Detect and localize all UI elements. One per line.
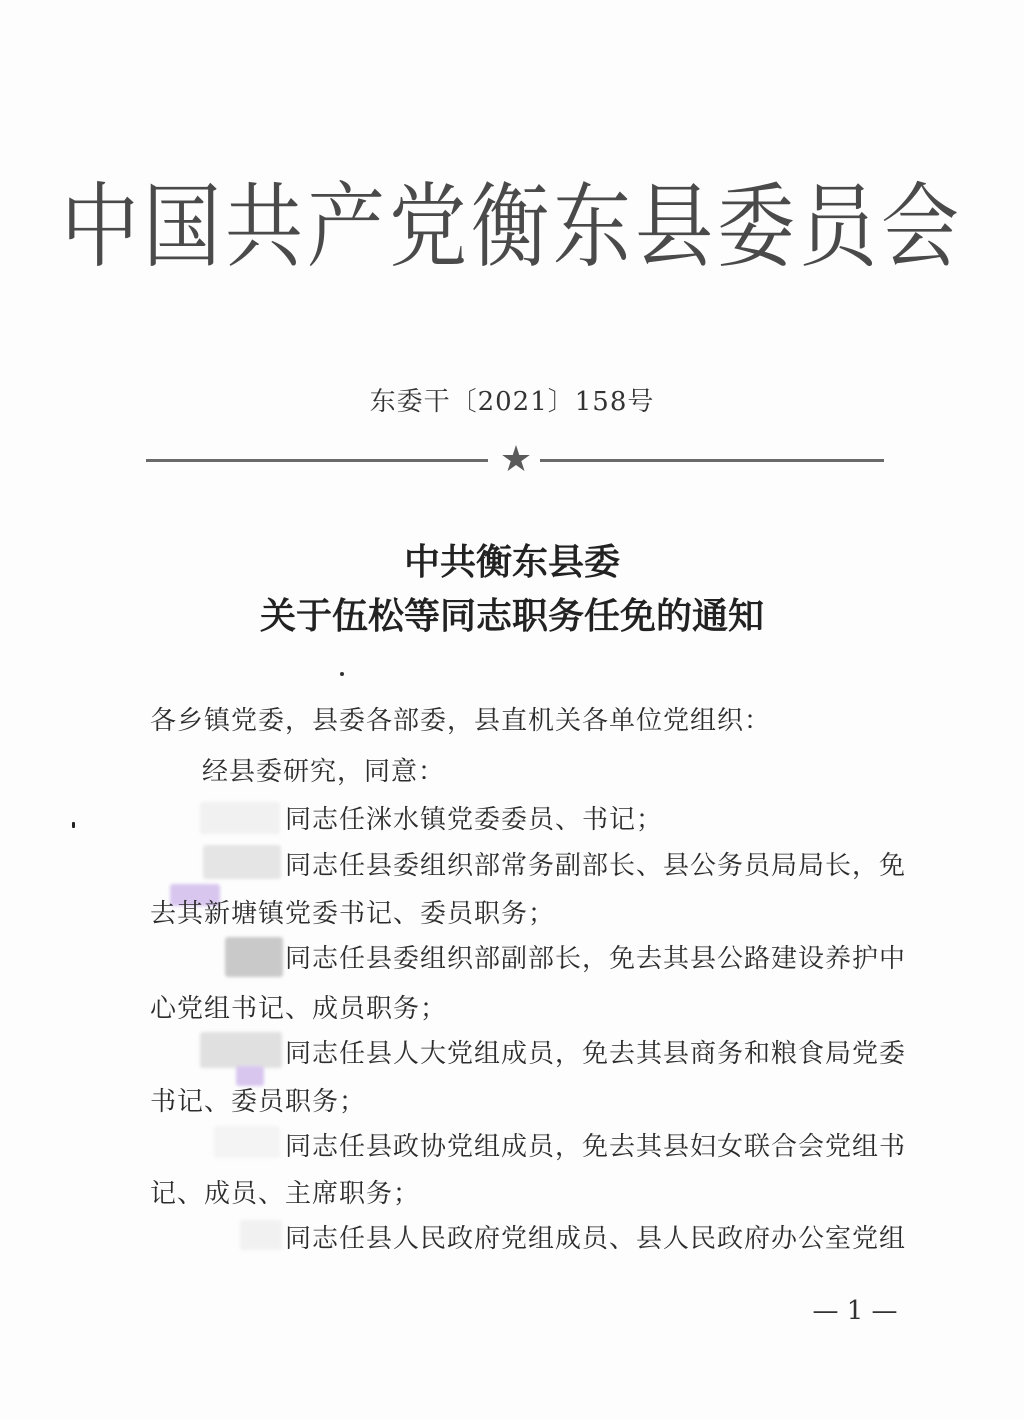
- redacted-name: [200, 1032, 282, 1068]
- appointment-item-2-line-1: 同志任县委组织部常务副部长、县公务员局局长，免: [285, 851, 907, 881]
- appointment-item-4-line-1: 同志任县人大党组成员，免去其县商务和粮食局党委: [285, 1039, 907, 1069]
- divider-left: [146, 459, 488, 462]
- redacted-name: [203, 845, 281, 879]
- notice-title-line-1: 中共衡东县委: [403, 541, 620, 583]
- organization-masthead: 中国共产党衡东县委员会: [60, 174, 963, 282]
- appointment-item-6-line-1: 同志任县人民政府党组成员、县人民政府办公室党组: [285, 1224, 907, 1254]
- star-icon: ★: [499, 439, 533, 480]
- salutation: 各乡镇党委，县委各部委，县直机关各单位党组织：: [150, 706, 772, 736]
- appointment-item-3-line-1: 同志任县委组织部副部长，免去其县公路建设养护中: [285, 944, 907, 974]
- stray-speck: [72, 822, 75, 828]
- redacted-name: [200, 802, 280, 834]
- redacted-name: [225, 937, 283, 977]
- redacted-name: [214, 1126, 280, 1158]
- appointment-item-4-line-2: 书记、委员职务；: [150, 1087, 367, 1117]
- appointment-item-5-line-2: 记、成员、主席职务；: [150, 1179, 421, 1209]
- appointment-item-2-line-2: 去其新塘镇党委书记、委员职务；: [150, 899, 556, 929]
- appointment-item-5-line-1: 同志任县政协党组成员，免去其县妇女联合会党组书: [285, 1132, 907, 1162]
- stray-dot: [340, 672, 344, 676]
- appointment-item-1-line-1: 同志任洣水镇党委委员、书记；: [285, 805, 664, 835]
- document-number: 东委干〔2021〕158号: [369, 387, 655, 417]
- redacted-name: [240, 1220, 282, 1250]
- intro-line: 经县委研究，同意：: [202, 757, 446, 787]
- divider-right: [540, 459, 884, 462]
- appointment-item-3-line-2: 心党组书记、成员职务；: [150, 994, 448, 1024]
- notice-title-line-2: 关于伍松等同志职务任免的通知: [259, 595, 764, 637]
- page-number: — 1 —: [812, 1296, 898, 1326]
